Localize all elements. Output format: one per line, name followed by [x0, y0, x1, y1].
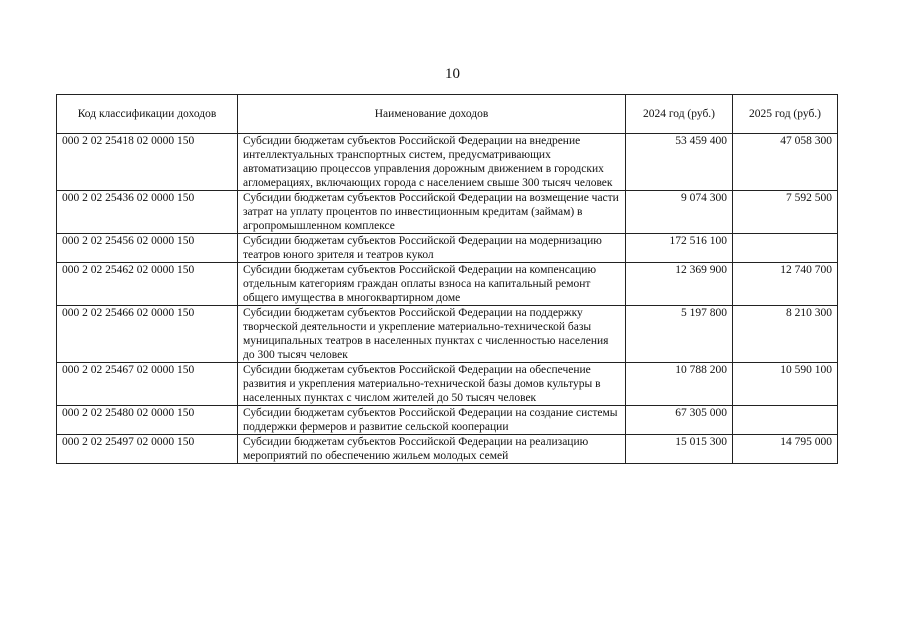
table-header-row — [57, 95, 838, 134]
row-name: Субсидии бюджетам субъектов Российской Федерации на поддержку творческой деятельности и укрепление материально-технической базы муниципальных театров в населенных пунктах с численностью населения до 300 тысяч человек — [238, 306, 626, 363]
row-amount-2025: 7 592 500 — [733, 191, 838, 234]
row-code: 000 2 02 25466 02 0000 150 — [57, 306, 238, 363]
row-amount-2025: 12 740 700 — [733, 263, 838, 306]
row-amount-2025: 10 590 100 — [733, 363, 838, 406]
row-code: 000 2 02 25418 02 0000 150 — [57, 134, 238, 191]
table-row — [57, 134, 838, 191]
row-amount-2024: 53 459 400 — [626, 134, 733, 191]
header-name: Наименование доходов — [238, 95, 626, 134]
table-row — [57, 306, 838, 363]
row-amount-2025: 8 210 300 — [733, 306, 838, 363]
page-number: 10 — [445, 66, 460, 82]
row-amount-2024: 172 516 100 — [626, 234, 733, 263]
header-code: Код классификации доходов — [57, 95, 238, 134]
row-amount-2024: 5 197 800 — [626, 306, 733, 363]
table-row — [57, 263, 838, 306]
table-row — [57, 435, 838, 464]
row-amount-2024: 12 369 900 — [626, 263, 733, 306]
table-row — [57, 191, 838, 234]
row-amount-2025 — [733, 406, 838, 435]
table-row — [57, 406, 838, 435]
row-name: Субсидии бюджетам субъектов Российской Федерации на реализацию мероприятий по обеспечению жильем молодых семей — [238, 435, 626, 464]
table-row — [57, 363, 838, 406]
header-2025: 2025 год (руб.) — [733, 95, 838, 134]
row-amount-2024: 15 015 300 — [626, 435, 733, 464]
row-amount-2024: 9 074 300 — [626, 191, 733, 234]
row-amount-2024: 67 305 000 — [626, 406, 733, 435]
row-amount-2024: 10 788 200 — [626, 363, 733, 406]
row-name: Субсидии бюджетам субъектов Российской Федерации на обеспечение развития и укрепления материально-технической базы домов культуры в населенных пунктах с числом жителей до 50 тысяч человек — [238, 363, 626, 406]
row-code: 000 2 02 25456 02 0000 150 — [57, 234, 238, 263]
row-amount-2025: 47 058 300 — [733, 134, 838, 191]
header-2024: 2024 год (руб.) — [626, 95, 733, 134]
row-code: 000 2 02 25462 02 0000 150 — [57, 263, 238, 306]
table-row — [57, 234, 838, 263]
row-name: Субсидии бюджетам субъектов Российской Федерации на компенсацию отдельным категориям граждан оплаты взноса на капитальный ремонт общего имущества в многоквартирном доме — [238, 263, 626, 306]
row-code: 000 2 02 25467 02 0000 150 — [57, 363, 238, 406]
row-code: 000 2 02 25497 02 0000 150 — [57, 435, 238, 464]
income-table — [56, 94, 838, 464]
row-amount-2025: 14 795 000 — [733, 435, 838, 464]
row-name: Субсидии бюджетам субъектов Российской Федерации на модернизацию театров юного зрителя и театров кукол — [238, 234, 626, 263]
row-name: Субсидии бюджетам субъектов Российской Федерации на внедрение интеллектуальных транспортных систем, предусматривающих автоматизацию процессов управления дорожным движением в городских агломерациях, включающих города с населением свыше 300 тысяч человек — [238, 134, 626, 191]
row-name: Субсидии бюджетам субъектов Российской Федерации на создание системы поддержки фермеров и развитие сельской кооперации — [238, 406, 626, 435]
row-code: 000 2 02 25480 02 0000 150 — [57, 406, 238, 435]
row-name: Субсидии бюджетам субъектов Российской Федерации на возмещение части затрат на уплату процентов по инвестиционным кредитам (займам) в агропромышленном комплексе — [238, 191, 626, 234]
row-amount-2025 — [733, 234, 838, 263]
row-code: 000 2 02 25436 02 0000 150 — [57, 191, 238, 234]
